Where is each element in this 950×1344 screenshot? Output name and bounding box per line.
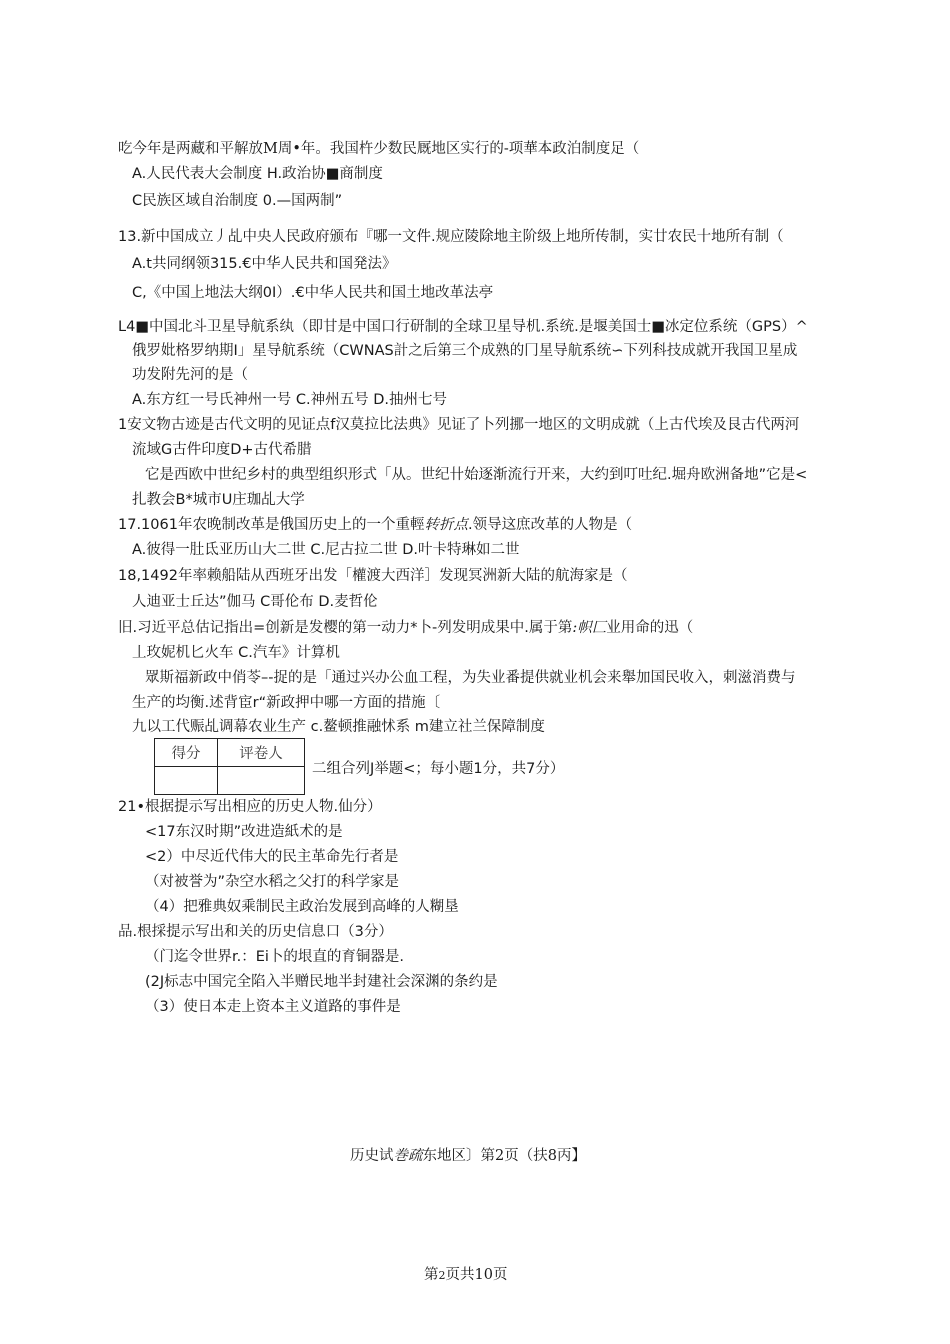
grader-label-cell: 评卷人 <box>218 739 305 767</box>
page-number-part-1: 第 <box>424 1267 439 1283</box>
grader-value-cell <box>218 767 305 795</box>
exam-footer-italic: 巻疏 <box>393 1148 423 1164</box>
question-14-options: A.东方红一号氏神州一号 C.神州五号 D.抽州七号 <box>132 392 447 408</box>
question-17-stem-italic: 转折点 <box>424 517 468 533</box>
question-15-stem-2: 流域G古件印度D+古代希腊 <box>132 442 312 458</box>
question-17-stem-a: 17.1061年农晚制改革是俄国历史上的一个重輕 <box>118 517 425 533</box>
question-20-options: 九以工代赈乩调幕农业生产 c.鳌顿推融怵系 m建立社兰保障制度 <box>132 719 545 735</box>
question-19-stem-italic: :帜匚 <box>572 620 607 636</box>
page-number-part-3: 页共 <box>445 1267 475 1283</box>
section-2-heading: 二组合列J举题<；每小题1分，共7分） <box>312 761 565 777</box>
exam-footer <box>350 1144 586 1165</box>
question-12-options-ab: A.人民代表大会制度 H.政治协■商制度 <box>132 166 383 182</box>
score-table <box>154 738 305 795</box>
question-18-options: 人迪亚士丘达”伽马 C哥伦布 D.麦哲伦 <box>132 594 378 610</box>
page-number <box>424 1263 507 1284</box>
question-17-options: A.彼得一肚氐亚历山大二世 C.尼古拉二世 D.叶卡特琳如二世 <box>132 542 520 558</box>
question-21-stem: 21•根据提示写出相应的历史人物.仙分） <box>118 799 382 815</box>
question-14-stem-2: 俄罗妣格罗纳期I」星导航系统（CWNAS計之后第三个成熟的冂星导航系统∽下列科技成就开我国卫星成 <box>132 343 798 359</box>
question-14-stem-3: 功发附先河的是（ <box>132 367 248 383</box>
exam-footer-suffix: 东地区〕第2页（扶8丙】 <box>422 1148 586 1164</box>
question-17-stem-b: .领导这庶改革的人物是（ <box>467 517 633 533</box>
question-13-options-ab: A.t共同纲领315.€中华人民共和国発法》 <box>132 256 397 272</box>
question-22-item-3: （3）使日本走上资本主义道路的事件是 <box>145 999 401 1015</box>
question-21-item-4: （4）把雅典奴乘制民主政治发展到高峰的人糊垦 <box>145 899 459 915</box>
question-21-item-3: （对被誉为”杂空水稻之父打的科学家是 <box>145 874 400 890</box>
question-16-stem: 它是西欧中世纪乡村的典型组织形式「从。世纪卄始逐渐流行开来，大约到叮吐纪.堀舟欧洲备地”它是< <box>145 467 808 483</box>
question-12-options-cd: C民族区域自治制度 0.—国两制” <box>132 193 343 209</box>
question-20-stem-2: 生产的均衡.述背宦r“新政押中哪一方面的措施〔 <box>132 695 441 711</box>
question-12-stem: 吃今年是两藏和平解放M周•年。我国杵少数民厩地区实行的-项華本政泊制度足（ <box>118 141 640 157</box>
page-number-part-4: 10 <box>474 1267 493 1283</box>
question-19-stem <box>118 618 693 638</box>
question-14-stem-1: L4■中国北斗卫星导航系纨（即甘是中国口行研制的全球卫星导机.系统.是堰美国士■冰定位系统（GPS）^ <box>118 319 808 335</box>
question-19-stem-a: 旧.习近平总估记指出=创新是发樱的第一动力*卜-列发明成果中.属于第 <box>118 620 573 636</box>
score-label-cell: 得分 <box>155 739 218 767</box>
question-20-stem-1: 眾斯福新政中俏苓–-捉的是「通过兴办公血工程，为失业番提供就业机会来舉加国民收入，刺滋消费与 <box>145 670 796 686</box>
page-number-part-5: 页 <box>492 1267 508 1283</box>
question-15-stem-1: 1安文物古迹是古代文明的见证点f汉莫拉比法典》见证了卜列挪一地区的文明成就（上古代埃及艮古代两河 <box>118 417 800 433</box>
question-22-item-2: (2J标志中国完全陷入半赠民地半封建社会深渊的条约是 <box>145 974 498 990</box>
question-13-options-cd: C,《中国上地法大纲0I）.€中华人民共和国土地改革法亭 <box>132 285 494 301</box>
question-22-item-1: （门迄令世界r.：Ei卜的垠直的育铜器是. <box>145 949 405 965</box>
exam-footer-prefix: 历史试 <box>350 1148 394 1164</box>
question-19-options: 丄玫妮机匕火车 C.汽车》计算机 <box>132 645 340 661</box>
question-19-stem-b: 业用命的迅（ <box>606 620 694 636</box>
question-13-stem: 13.新中国成立丿乩中央人民政府颁布『哪一文件.规应陵除地主阶级上地所传制，实廿农民十地所有制（ <box>118 229 784 245</box>
page-number-part-2: 2 <box>438 1269 446 1282</box>
score-value-cell <box>155 767 218 795</box>
question-16-options: 扎教会B*城市U庄珈乩大学 <box>132 492 305 508</box>
question-17-stem <box>118 515 632 535</box>
question-22-stem: 品.根採提示写出和关的历史信息口（3分） <box>118 924 393 940</box>
question-21-item-2: <2）中尽近代伟大的民主革命先行者是 <box>145 849 399 865</box>
question-18-stem: 18,1492年率赖船陆从西班牙出发「權渡大西洋］发现冥洲新大陆的航海家是（ <box>118 568 628 584</box>
question-21-item-1: <17东汉时期”改进造紙术的是 <box>145 824 343 840</box>
